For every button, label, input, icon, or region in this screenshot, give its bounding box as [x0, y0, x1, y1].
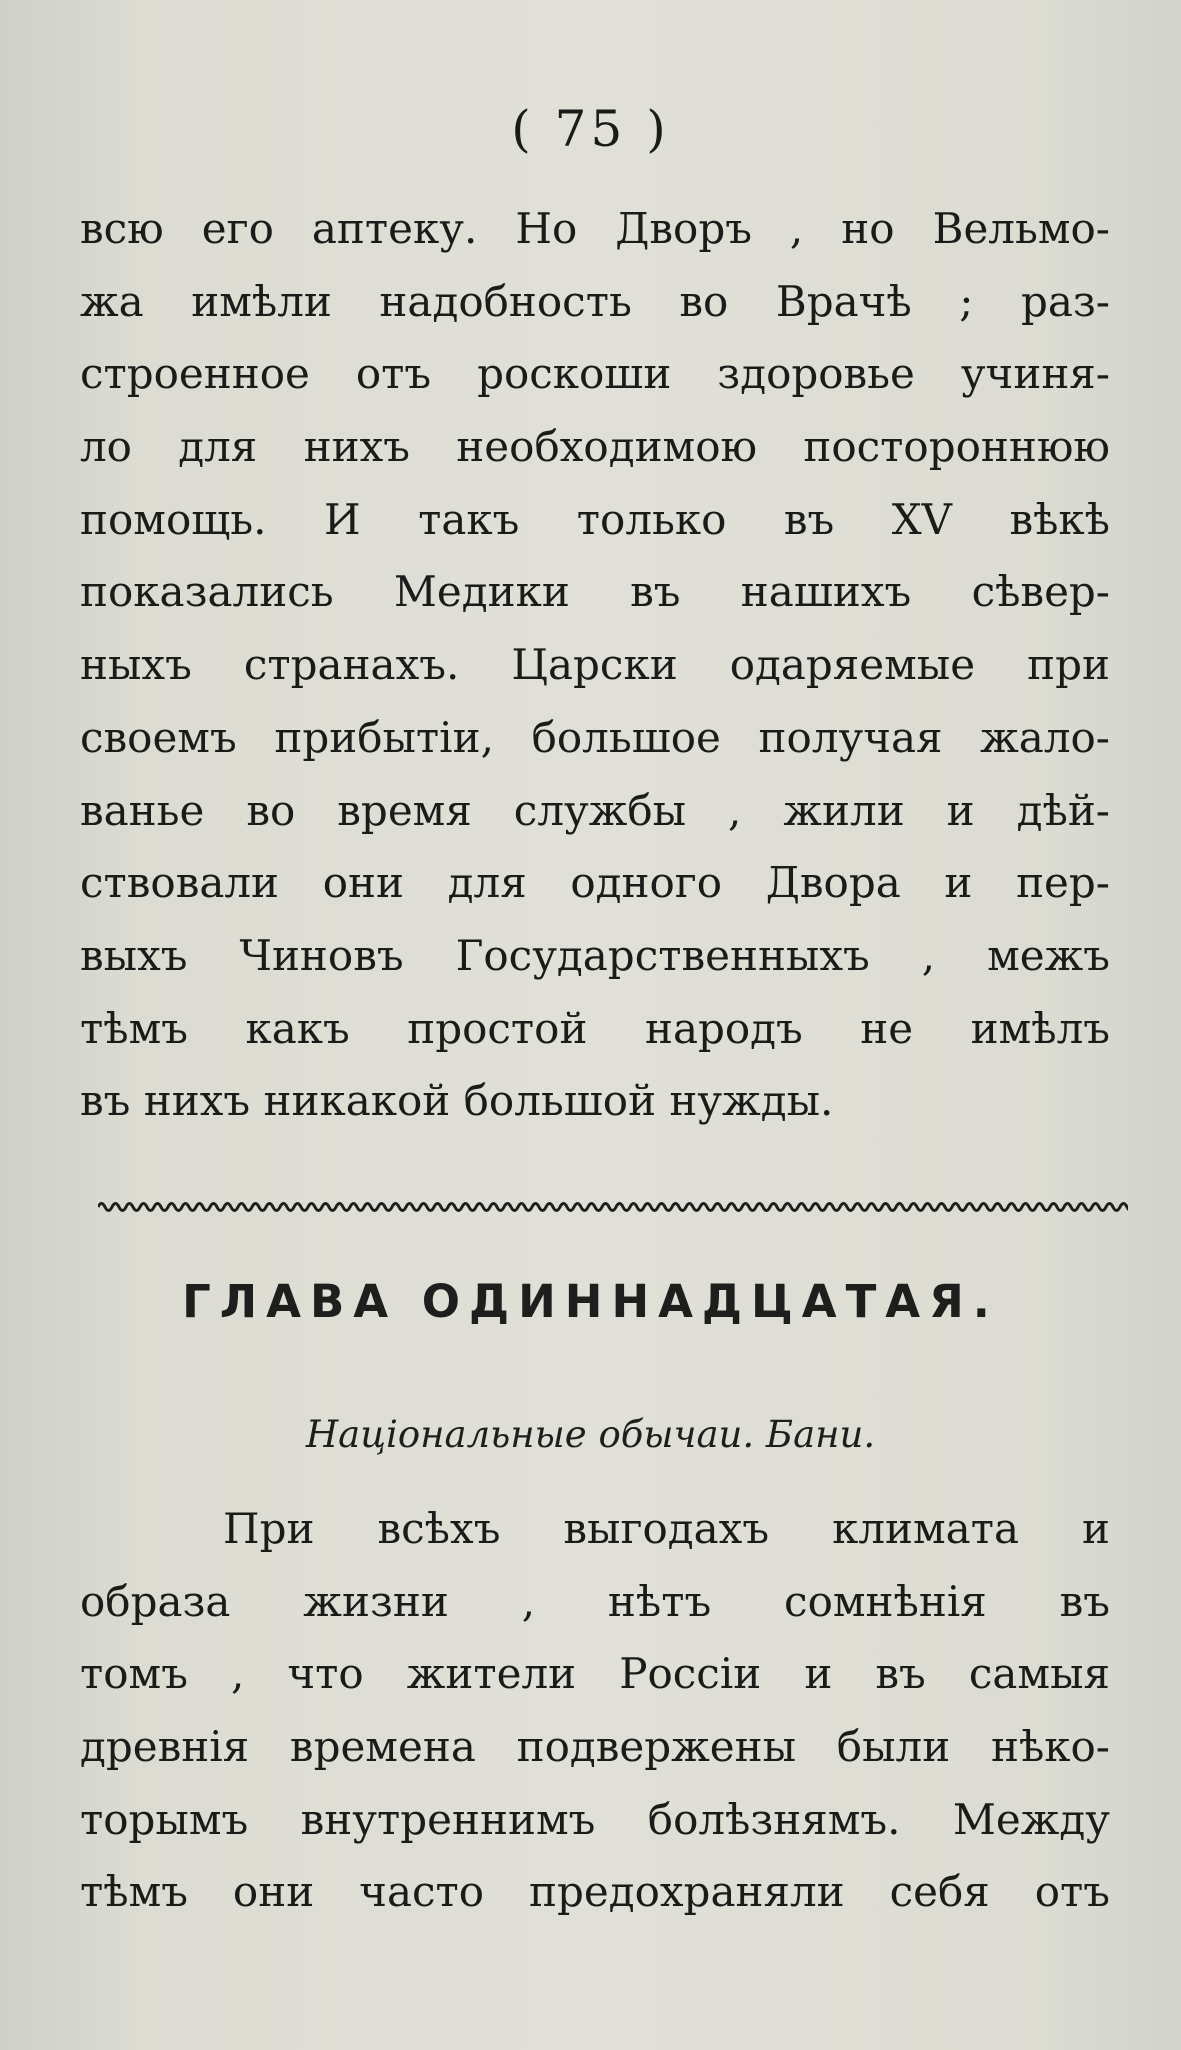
- text-line: При всѣхъ выгодахъ климата и: [223, 1504, 1110, 1553]
- text-line: помощь. И такъ только въ XV вѣкѣ: [80, 494, 1110, 544]
- text-line: въ нихъ никакой большой нужды.: [80, 1076, 834, 1126]
- text-line: тѣмъ какъ простой народъ не имѣлъ: [80, 1003, 1110, 1053]
- text-line: строенное отъ роскоши здоровье учиня-: [80, 349, 1110, 399]
- text-line: ло для нихъ необходимою постороннюю: [80, 422, 1110, 472]
- text-line: образа жизни , нѣтъ сомнѣнія въ: [80, 1576, 1110, 1626]
- text-line: ванье во время службы , жили и дѣй-: [80, 785, 1110, 835]
- chapter-title: ГЛАВА ОДИННАДЦАТАЯ.: [182, 1275, 999, 1328]
- text-line: выхъ Чиновъ Государственныхъ , межъ: [80, 930, 1110, 980]
- body-paragraph-1: [80, 193, 1110, 1138]
- page-number: ( 75 ): [511, 100, 670, 158]
- text-line: торымъ внутреннимъ болѣзнямъ. Между: [80, 1794, 1110, 1844]
- text-line: жа имѣли надобность во Врачѣ ; раз-: [80, 276, 1110, 326]
- text-line: тѣмъ они часто предохраняли себя отъ: [80, 1867, 1110, 1917]
- chapter-subtitle: Національные обычаи. Бани.: [305, 1413, 876, 1456]
- body-paragraph-2: [80, 1493, 1110, 1929]
- text-line: ныхъ странахъ. Царски одаряемые при: [80, 640, 1110, 690]
- text-line: показались Медики въ нашихъ сѣвер-: [80, 567, 1110, 617]
- text-line: ствовали они для одного Двора и пер-: [80, 858, 1110, 908]
- text-line: всю его аптеку. Но Дворъ , но Вельмо-: [80, 204, 1110, 253]
- text-line: своемъ прибытіи, большое получая жало-: [80, 712, 1110, 762]
- text-line: древнія времена подвержены были нѣко-: [80, 1722, 1110, 1772]
- text-line: томъ , что жители Россіи и въ самыя: [80, 1649, 1110, 1699]
- wavy-divider: [98, 1198, 1128, 1216]
